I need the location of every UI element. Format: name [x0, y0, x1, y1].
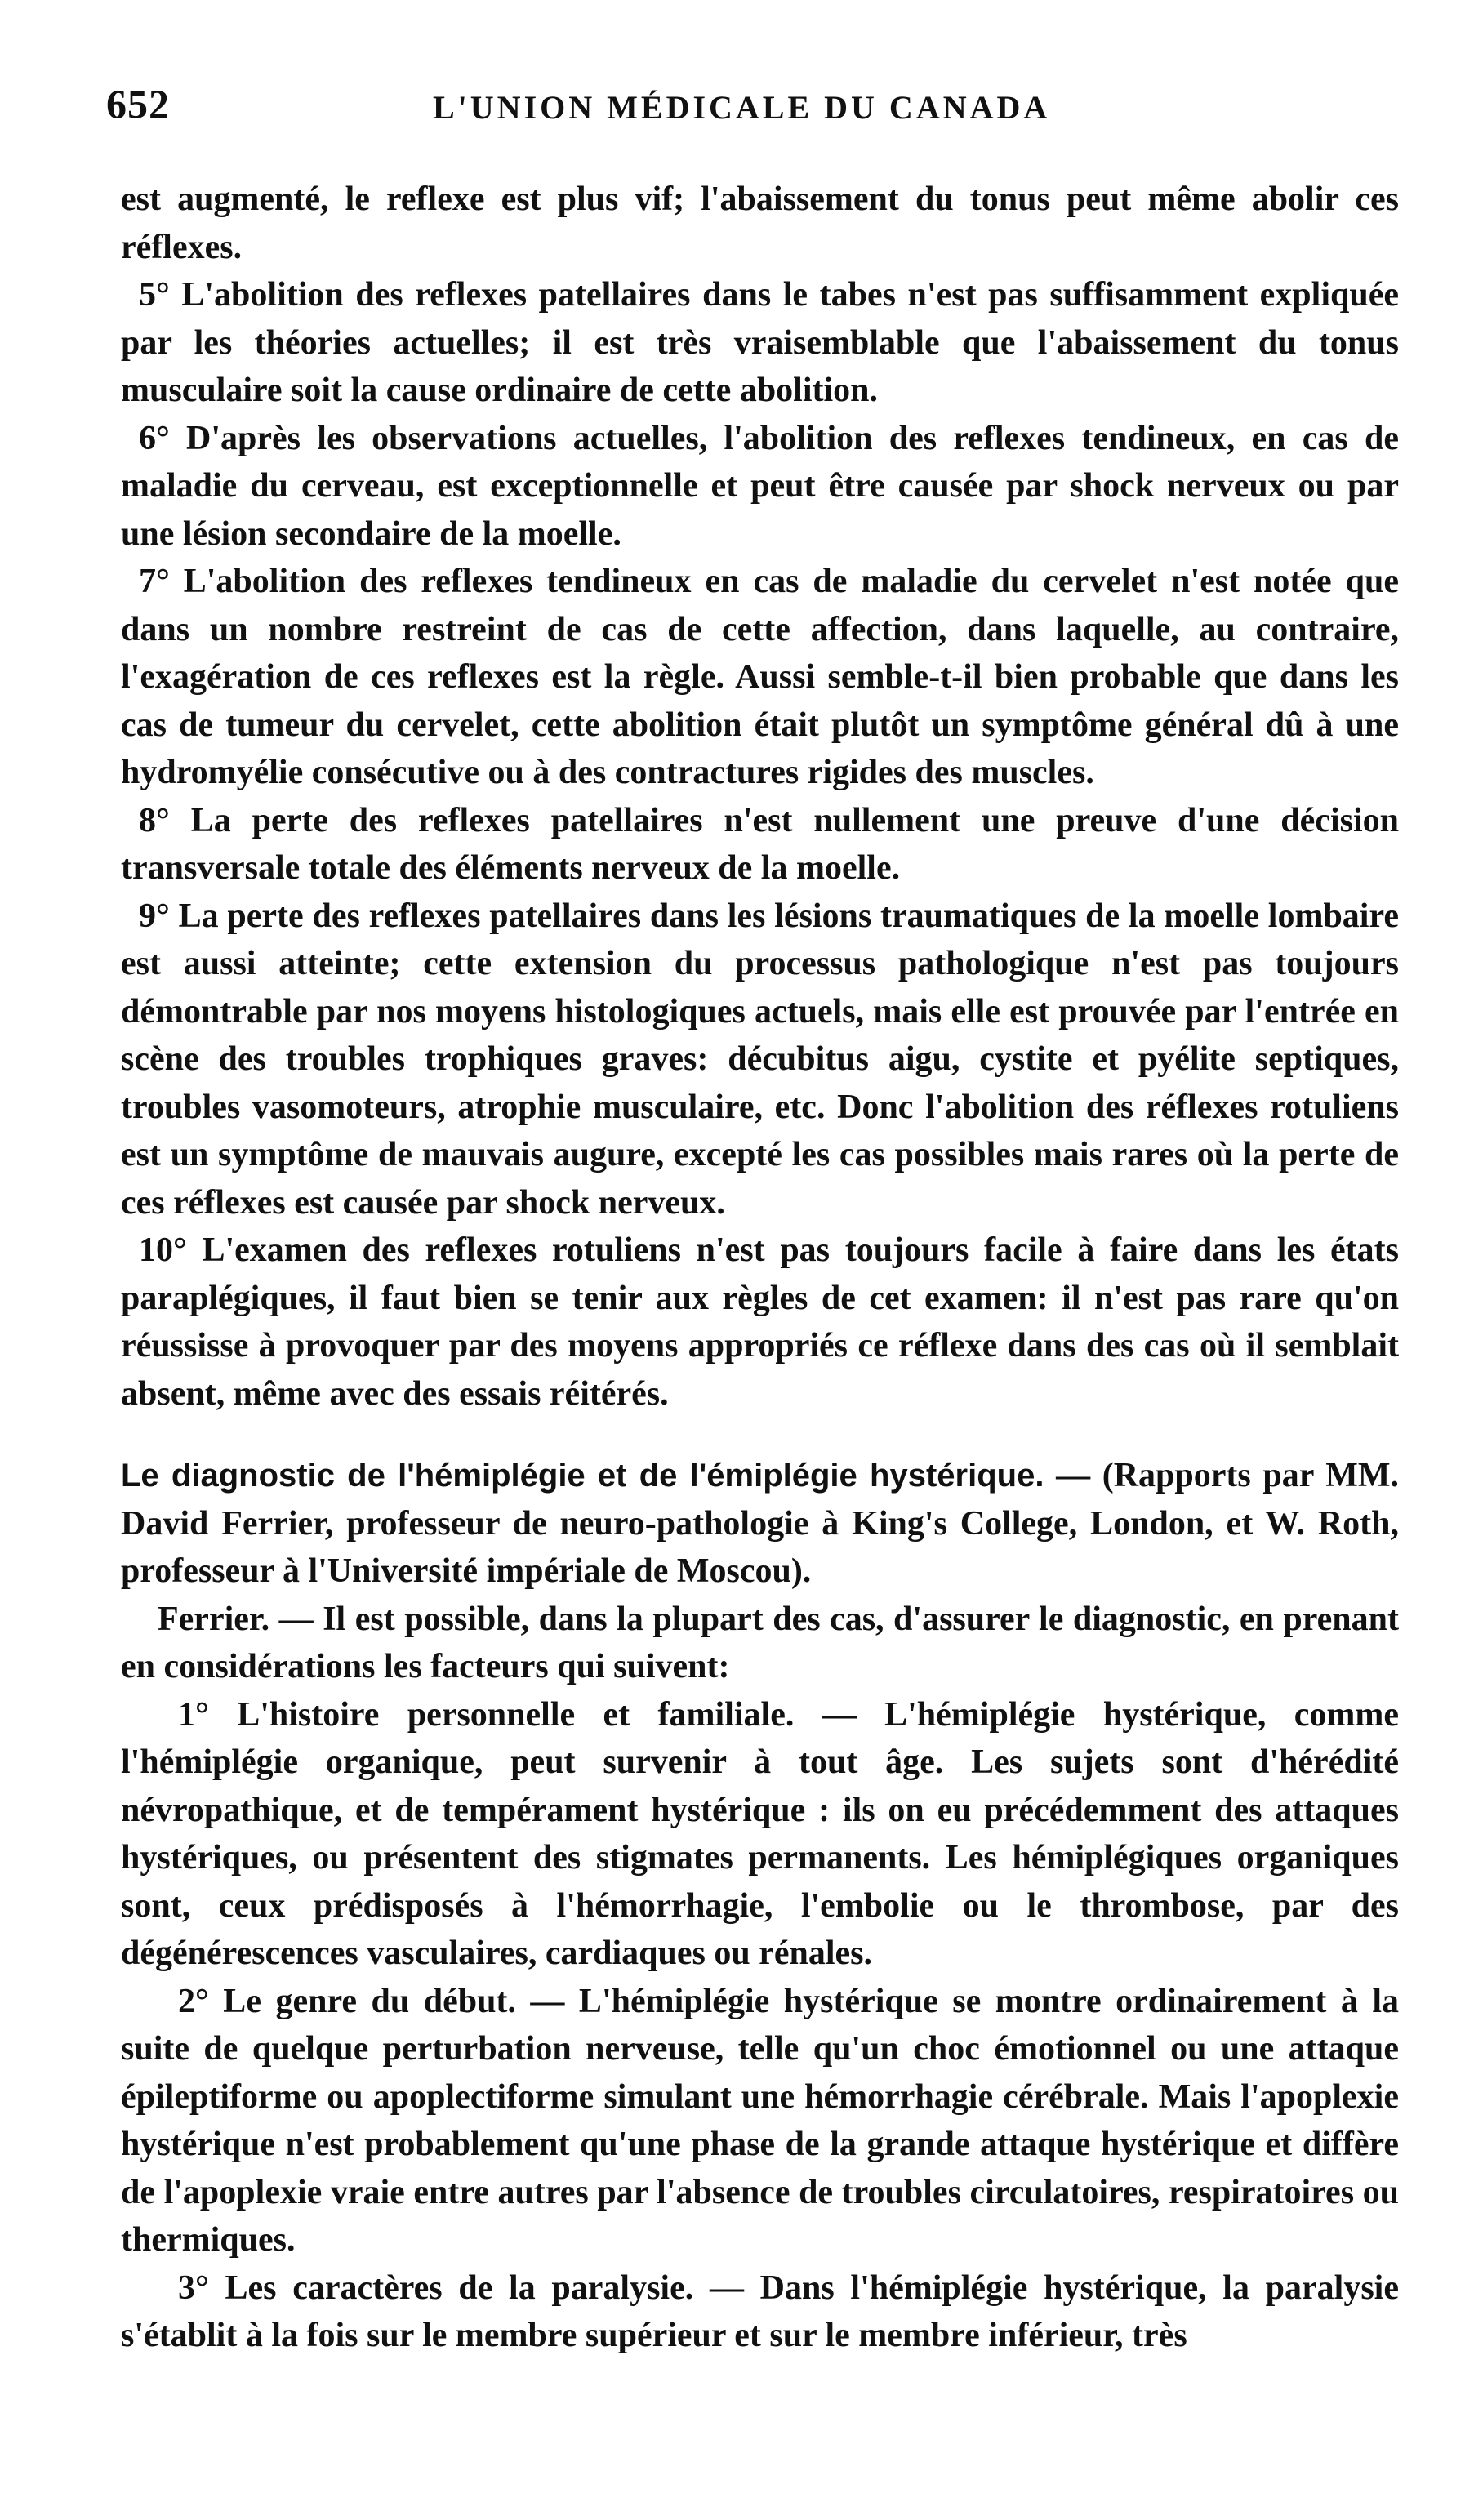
section-authors: — (Rapports par MM. David Ferrier, professeur de neuro-pathologie à King's College, London, et W. Roth, professeur à l'Université impériale de Moscou).	[121, 1457, 1400, 1590]
page-header	[106, 80, 1380, 137]
running-title: L'UNION MÉDICALE DU CANADA	[433, 89, 1051, 126]
section-paragraph-1: 1° L'histoire personnelle et familiale. — L'hémiplégie hystérique, comme l'hémiplégie organique, peut survenir à tout âge. Les sujets sont d'hérédité névropathique, et de tempérament hystérique : ils on eu précédemment des attaques hystériques, ou présentent des stigmates permanents. Les hémiplégiques organiques sont, ceux prédisposés à l'hémorrhagie, l'embolie ou le thrombose, par des dégénérescences vasculaires, cardiaques ou rénales.	[121, 1695, 1399, 1972]
paragraph-item-5: 5° L'abolition des reflexes patellaires dans le tabes n'est pas suffisamment expliquée par les théories actuelles; il est très vraisemblable que l'abaissement du tonus musculaire soit la cause ordinaire de cette abolition.	[121, 276, 1399, 409]
page-number: 652	[106, 81, 170, 127]
section-title: Le diagnostic de l'hémiplégie et de l'émiplégie hystérique.	[121, 1458, 1044, 1494]
paragraph-item-10: 10° L'examen des reflexes rotuliens n'est pas toujours facile à faire dans les états paraplégiques, il faut bien se tenir aux règles de cet examen: il n'est pas rare qu'on réussisse à provoquer par des moyens appropriés ce réflexe dans des cas où il semblait absent, même avec des essais réitérés.	[121, 1231, 1399, 1413]
section-paragraph-intro: Ferrier. — Il est possible, dans la plupart des cas, d'assurer le diagnostic, en prenant en considérations les facteurs qui suivent:	[121, 1600, 1399, 1685]
section-paragraph-2: 2° Le genre du début. — L'hémiplégie hystérique se montre ordinairement à la suite de quelque perturbation nerveuse, telle qu'un choc émotionnel ou une attaque épileptiforme ou apoplectiforme simulant une hémorrhagie cérébrale. Mais l'apoplexie hystérique n'est probablement qu'une phase de la grande attaque hystérique et diffère de l'apoplexie vraie entre autres par l'absence de troubles circulatoires, respiratoires ou thermiques.	[121, 1982, 1399, 2259]
body-text	[121, 176, 1399, 2360]
section-paragraph-3: 3° Les caractères de la paralysie. — Dans l'hémiplégie hystérique, la paralysie s'établit à la fois sur le membre supérieur et sur le membre inférieur, très	[121, 2268, 1399, 2354]
paragraph-item-8: 8° La perte des reflexes patellaires n'est nullement une preuve d'une décision transversale totale des éléments nerveux de la moelle.	[121, 801, 1399, 887]
paragraph-item-6: 6° D'après les observations actuelles, l'abolition des reflexes tendineux, en cas de maladie du cerveau, est exceptionnelle et peut être causée par shock nerveux ou par une lésion secondaire de la moelle.	[121, 419, 1399, 553]
paragraph-continuation: est augmenté, le reflexe est plus vif; l'abaissement du tonus peut même abolir ces réflexes.	[121, 180, 1399, 266]
section-heading	[121, 1452, 1399, 1596]
paragraph-item-9: 9° La perte des reflexes patellaires dans les lésions traumatiques de la moelle lombaire est aussi atteinte; cette extension du processus pathologique n'est pas toujours démontrable par nos moyens histologiques actuels, mais elle est prouvée par l'entrée en scène des troubles trophiques graves: décubitus aigu, cystite et pyélite septiques, troubles vasomoteurs, atrophie musculaire, etc. Donc l'abolition des réflexes rotuliens est un symptôme de mauvais augure, excepté les cas possibles mais rares où la perte de ces réflexes est causée par shock nerveux.	[121, 897, 1399, 1222]
paragraph-item-7: 7° L'abolition des reflexes tendineux en cas de maladie du cervelet n'est notée que dans un nombre restreint de cas de cette affection, dans laquelle, au contraire, l'exagération de ces reflexes est la règle. Aussi semble-t-il bien probable que dans les cas de tumeur du cervelet, cette abolition était plutôt un symptôme général dû à une hydromyélie consécutive ou à des contractures rigides des muscles.	[121, 563, 1399, 791]
